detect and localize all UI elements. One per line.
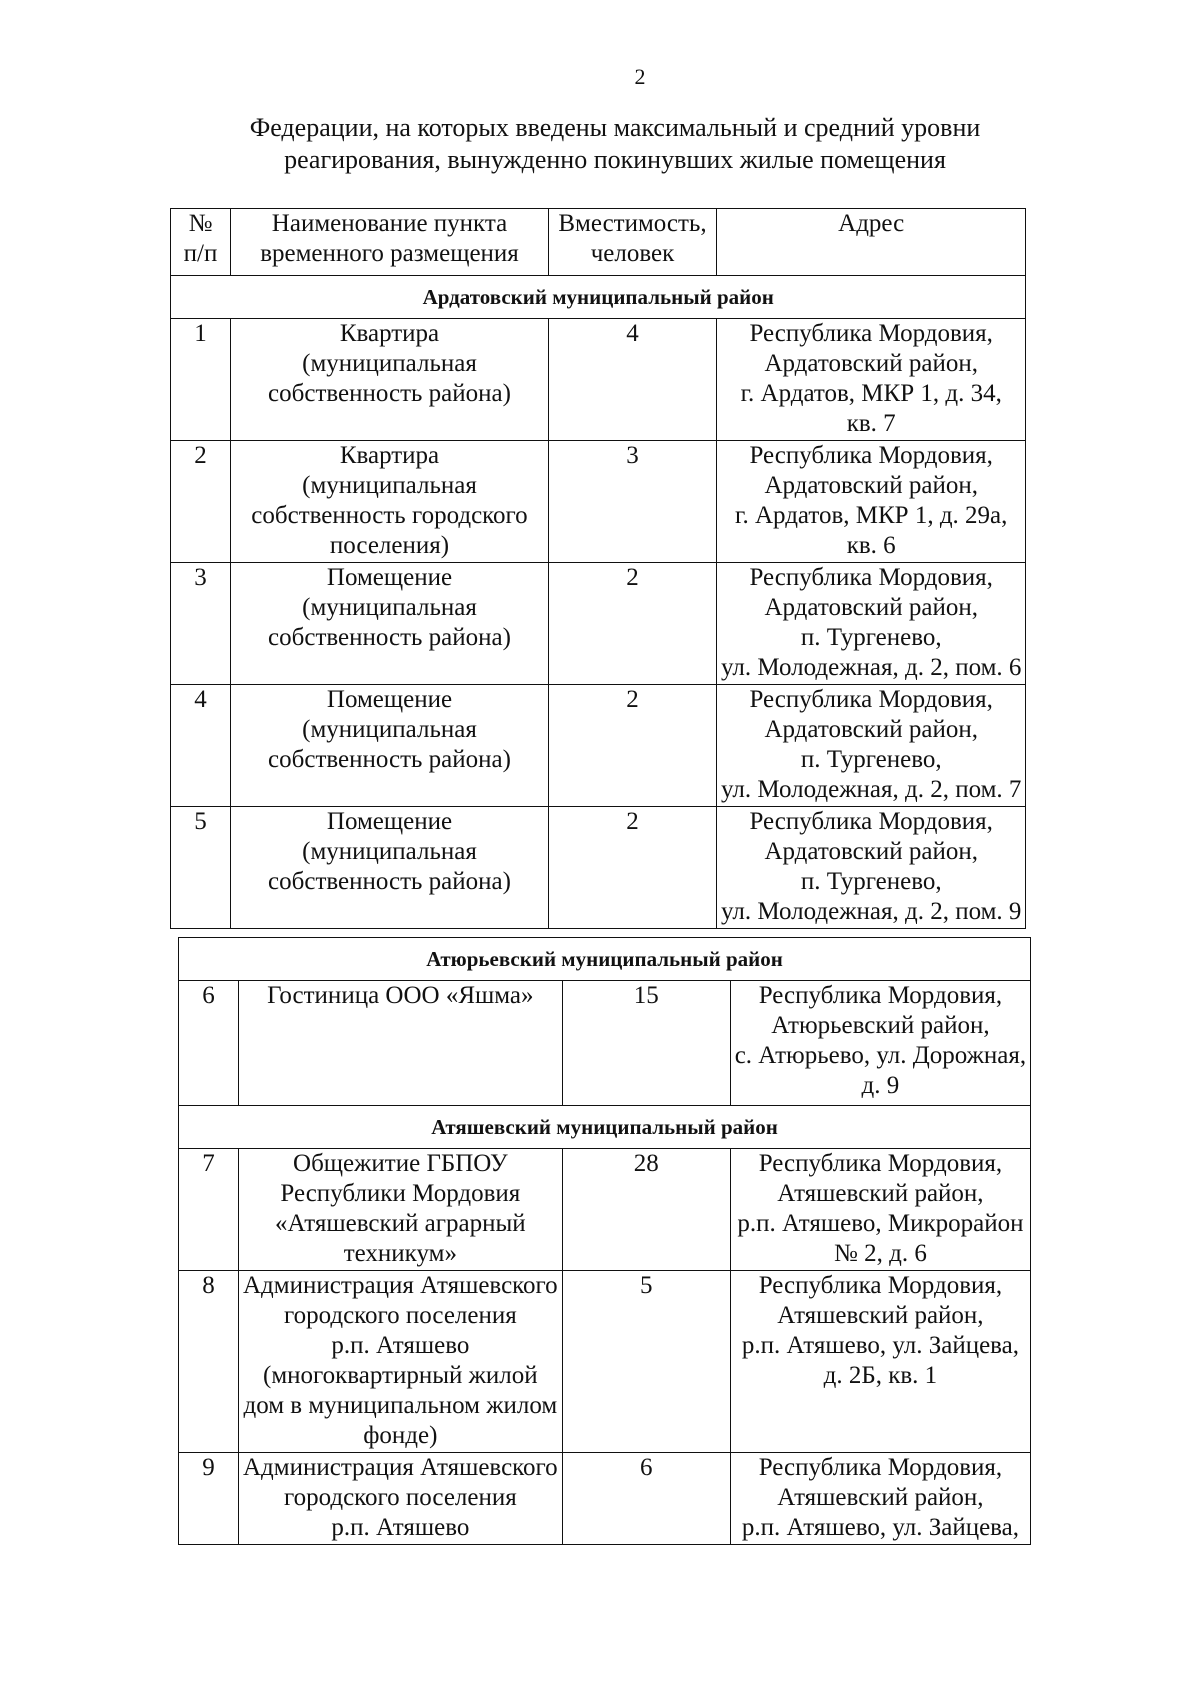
table-row — [171, 319, 1026, 441]
table-row — [171, 563, 1026, 685]
row-num: 5 — [171, 807, 231, 929]
document-title — [175, 112, 1055, 176]
table-row — [171, 807, 1026, 929]
row-name: Квартира (муниципальная собственность района) — [231, 319, 549, 441]
section-row — [179, 1106, 1031, 1149]
section-title: Атяшевский муниципальный район — [179, 1106, 1031, 1149]
row-capacity: 2 — [549, 807, 717, 929]
row-address: Республика Мордовия, Атяшевский район, р.п. Атяшево, Микрорайон № 2, д. 6 — [730, 1149, 1030, 1271]
row-name: Помещение (муниципальная собственность района) — [231, 807, 549, 929]
section-title: Ардатовский муниципальный район — [171, 276, 1026, 319]
row-name: Администрация Атяшевского городского поселения р.п. Атяшево (многоквартирный жилой дом в муниципальном жилом фонде) — [239, 1271, 563, 1453]
row-address: Республика Мордовия, Ардатовский район, п. Тургенево, ул. Молодежная, д. 2, пом. 7 — [717, 685, 1026, 807]
row-capacity: 6 — [562, 1453, 730, 1545]
row-capacity: 28 — [562, 1149, 730, 1271]
section-row — [179, 938, 1031, 981]
row-name: Помещение (муниципальная собственность района) — [231, 563, 549, 685]
row-address: Республика Мордовия, Ардатовский район, п. Тургенево, ул. Молодежная, д. 2, пом. 6 — [717, 563, 1026, 685]
row-num: 6 — [179, 981, 239, 1106]
table-row — [179, 1149, 1031, 1271]
table-row — [171, 441, 1026, 563]
section-title: Атюрьевский муниципальный район — [179, 938, 1031, 981]
row-name: Общежитие ГБПОУ Республики Мордовия «Атяшевский аграрный техникум» — [239, 1149, 563, 1271]
title-line: реагирования, вынужденно покинувших жилые помещения — [284, 145, 946, 174]
title-line: Федерации, на которых введены максимальный и средний уровни — [249, 113, 981, 142]
header-capacity: Вместимость, человек — [549, 209, 717, 276]
row-capacity: 3 — [549, 441, 717, 563]
row-address: Республика Мордовия, Атюрьевский район, с. Атюрьево, ул. Дорожная, д. 9 — [730, 981, 1030, 1106]
row-name: Гостиница ООО «Яшма» — [239, 981, 563, 1106]
placement-table-part-1 — [170, 208, 1026, 929]
row-address: Республика Мордовия, Ардатовский район, г. Ардатов, МКР 1, д. 29а, кв. 6 — [717, 441, 1026, 563]
header-num: № п/п — [171, 209, 231, 276]
row-num: 2 — [171, 441, 231, 563]
row-name: Помещение (муниципальная собственность района) — [231, 685, 549, 807]
row-name: Администрация Атяшевского городского поселения р.п. Атяшево — [239, 1453, 563, 1545]
row-address: Республика Мордовия, Ардатовский район, п. Тургенево, ул. Молодежная, д. 2, пом. 9 — [717, 807, 1026, 929]
row-num: 9 — [179, 1453, 239, 1545]
row-address: Республика Мордовия, Ардатовский район, г. Ардатов, МКР 1, д. 34, кв. 7 — [717, 319, 1026, 441]
row-capacity: 5 — [562, 1271, 730, 1453]
row-address: Республика Мордовия, Атяшевский район, р.п. Атяшево, ул. Зайцева, — [730, 1453, 1030, 1545]
row-capacity: 15 — [562, 981, 730, 1106]
row-capacity: 4 — [549, 319, 717, 441]
row-capacity: 2 — [549, 563, 717, 685]
table-row — [171, 685, 1026, 807]
table-row — [179, 1271, 1031, 1453]
section-row — [171, 276, 1026, 319]
header-name: Наименование пункта временного размещения — [231, 209, 549, 276]
placement-table-part-2 — [178, 937, 1031, 1545]
row-num: 7 — [179, 1149, 239, 1271]
page-number: 2 — [634, 64, 646, 89]
row-capacity: 2 — [549, 685, 717, 807]
row-num: 3 — [171, 563, 231, 685]
row-num: 1 — [171, 319, 231, 441]
table-header-row — [171, 209, 1026, 276]
table-row — [179, 1453, 1031, 1545]
row-name: Квартира (муниципальная собственность городского поселения) — [231, 441, 549, 563]
row-address: Республика Мордовия, Атяшевский район, р.п. Атяшево, ул. Зайцева, д. 2Б, кв. 1 — [730, 1271, 1030, 1453]
row-num: 4 — [171, 685, 231, 807]
table-row — [179, 981, 1031, 1106]
header-address: Адрес — [717, 209, 1026, 276]
row-num: 8 — [179, 1271, 239, 1453]
